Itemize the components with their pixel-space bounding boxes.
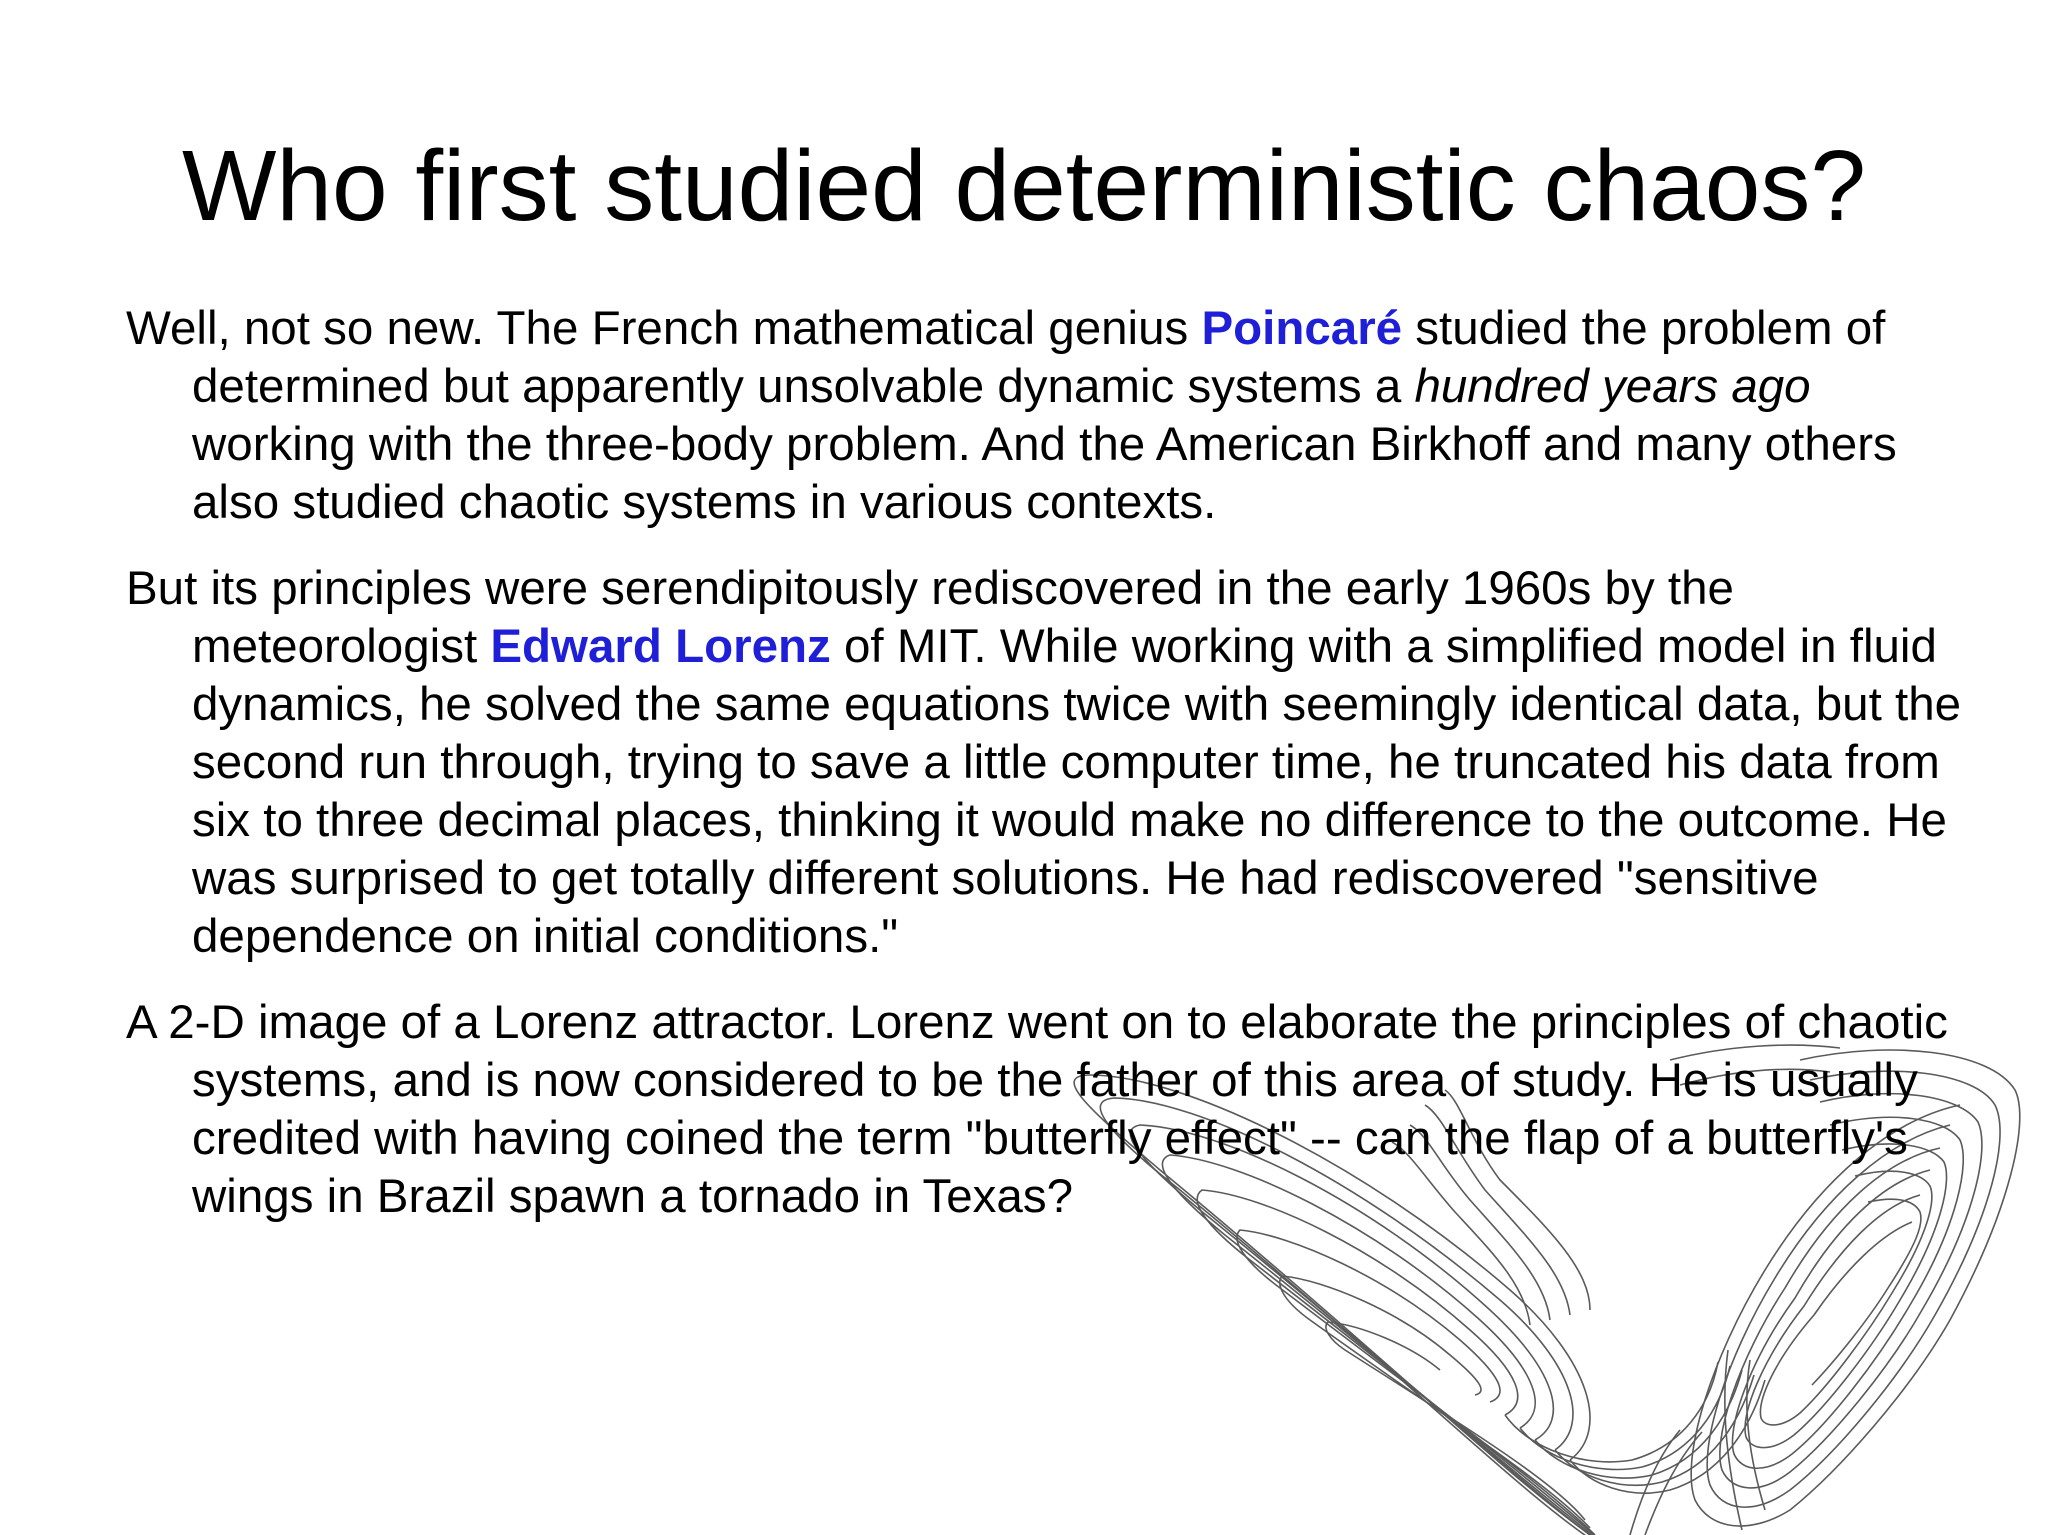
paragraph-poincare [126, 300, 1986, 532]
edward-lorenz-link[interactable]: Edward Lorenz [490, 620, 831, 673]
attractor-center-crossing [1505, 1362, 1765, 1535]
paragraph-lorenz-text-2: of MIT. While working with a simplified model in fluid dynamics, he solved the same equations twice with seemingly identical data, but the second run through, trying to save a little computer time, he truncated his data from six to three decimal places, thinking it would make no difference to the outcome. He was surprised to get totally different solutions. He had rediscovered "sensitive dependence on initial conditions." [192, 620, 1962, 963]
slide-body [126, 300, 1986, 1254]
paragraph-butterfly-effect-text: A 2-D image of a Lorenz attractor. Lorenz went on to elaborate the principles of chaotic systems, and is now considered to be the father of this area of study. He is usually credited with having coined the term "butterfly effect" -- can the flap of a butterfly's wings in Brazil spawn a tornado in Texas? [126, 996, 1948, 1223]
paragraph-poincare-text-1: Well, not so new. The French mathematical genius [126, 302, 1202, 355]
paragraph-poincare-text-2: studied the problem of determined but apparently unsolvable dynamic systems a [192, 302, 1886, 413]
slide-title: Who first studied deterministic chaos? [181, 130, 1867, 242]
paragraph-butterfly-effect [126, 994, 1986, 1226]
paragraph-lorenz-text-1: But its principles were serendipitously rediscovered in the early 1960s by the meteorologist [126, 562, 1734, 673]
paragraph-poincare-emphasis: hundred years ago [1414, 360, 1811, 413]
paragraph-lorenz [126, 560, 1986, 966]
poincare-link[interactable]: Poincaré [1201, 302, 1403, 355]
paragraph-poincare-text-3: working with the three-body problem. And the American Birkhoff and many others also studied chaotic systems in various contexts. [192, 418, 1897, 529]
